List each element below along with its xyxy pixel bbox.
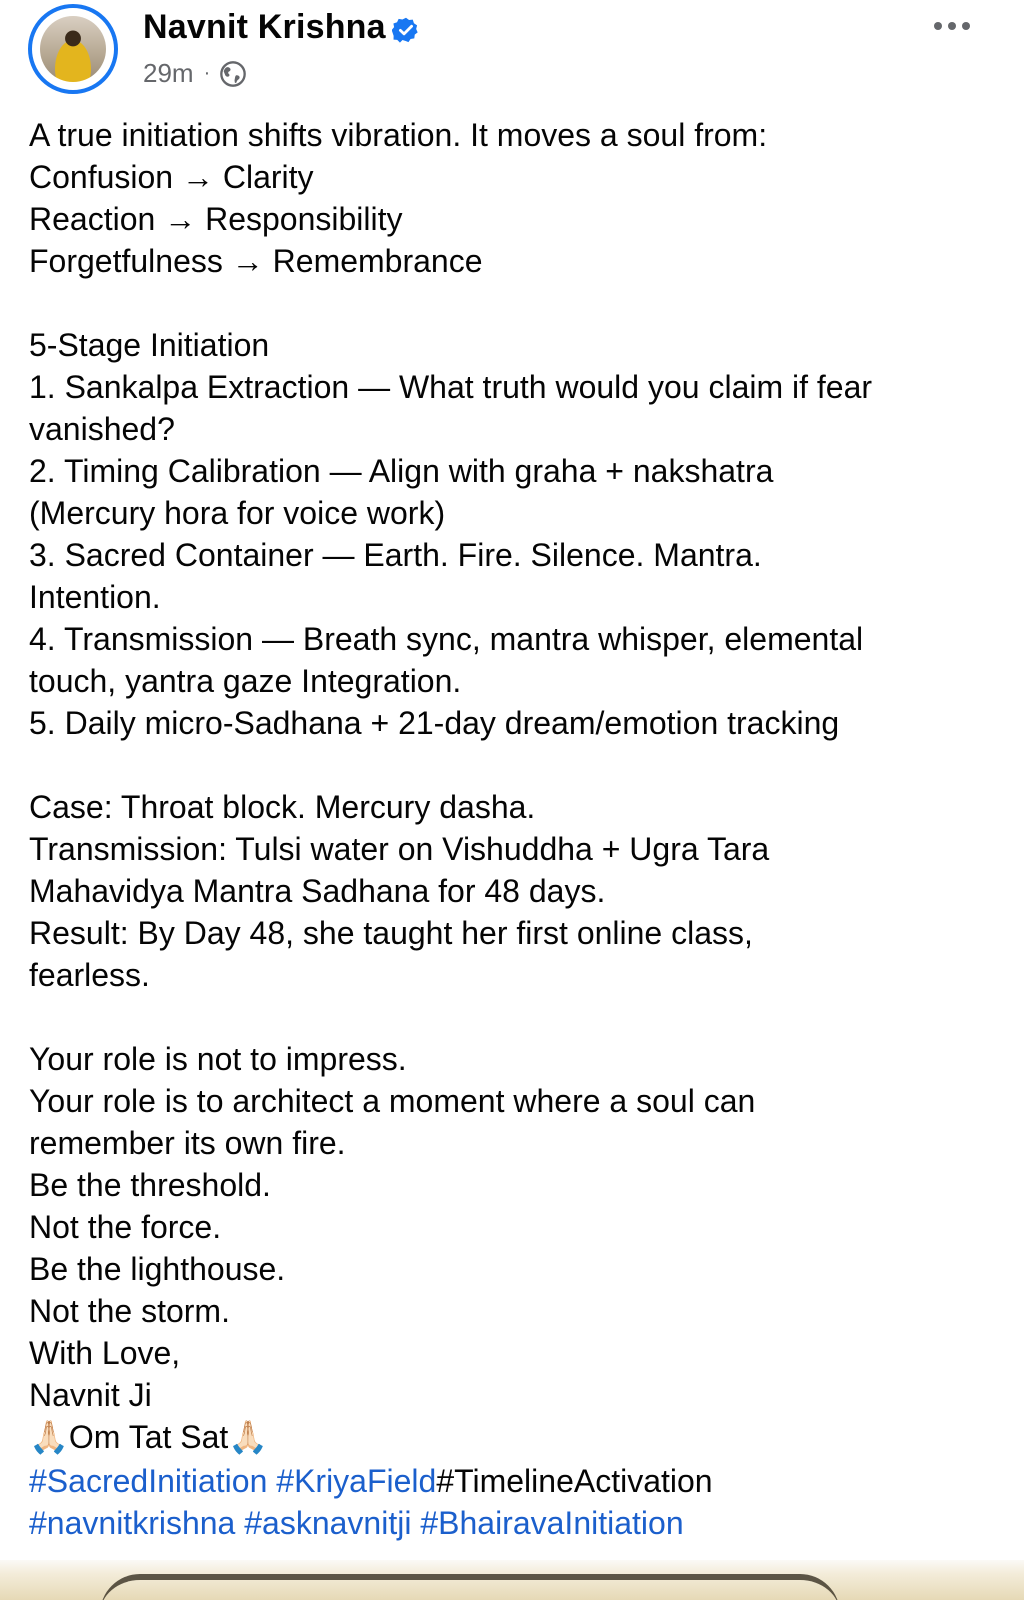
- post-text-line: Not the force.: [29, 1209, 222, 1245]
- author-name[interactable]: Navnit Krishna: [143, 8, 386, 46]
- post-text-line: Case: Throat block. Mercury dasha.: [29, 789, 536, 825]
- post-text-line: [29, 744, 1004, 786]
- post-text-line: fearless.: [29, 957, 150, 993]
- post-text-line: 2. Timing Calibration — Align with graha + nakshatra: [29, 453, 774, 489]
- hashtag-text: #TimelineActivation: [436, 1463, 713, 1499]
- post-text-line: 3. Sacred Container — Earth. Fire. Silence. Mantra.: [29, 537, 762, 573]
- post-text-line: (Mercury hora for voice work): [29, 495, 446, 531]
- post-text-line: [29, 996, 1004, 1038]
- hashtag-link[interactable]: #BhairavaInitiation: [420, 1505, 684, 1541]
- post-text-line: Be the lighthouse.: [29, 1251, 286, 1287]
- hashtag-link[interactable]: #navnitkrishna: [29, 1505, 236, 1541]
- post-text-line: touch, yantra gaze Integration.: [29, 663, 462, 699]
- hashtag-link[interactable]: #SacredInitiation: [29, 1463, 268, 1499]
- post-text-line: Your role is not to impress.: [29, 1041, 407, 1077]
- post-text-line: Not the storm.: [29, 1293, 230, 1329]
- post-text-line: 🙏🏻Om Tat Sat🙏🏻: [29, 1419, 269, 1455]
- hashtag-link[interactable]: #asknavnitji: [244, 1505, 412, 1541]
- post-text-line: 4. Transmission — Breath sync, mantra whisper, elemental: [29, 621, 864, 657]
- avatar[interactable]: [40, 16, 106, 82]
- image-preview-shape: [100, 1574, 840, 1600]
- post-text-line: With Love,: [29, 1335, 181, 1371]
- verified-badge-icon: [392, 16, 420, 44]
- post-text-line: Mahavidya Mantra Sadhana for 48 days.: [29, 873, 606, 909]
- post-text-line: 5-Stage Initiation: [29, 327, 270, 363]
- post-text-line: Navnit Ji: [29, 1377, 152, 1413]
- post-text-line: Transmission: Tulsi water on Vishuddha + Ugra Tara: [29, 831, 770, 867]
- post-text-line: Your role is to architect a moment where a soul can: [29, 1083, 756, 1119]
- post-timestamp[interactable]: 29m: [143, 58, 194, 88]
- hashtag-line: [29, 1460, 1004, 1502]
- post-body-text: [29, 114, 1004, 1458]
- post-text-line: remember its own fire.: [29, 1125, 346, 1161]
- post-meta: [143, 58, 247, 89]
- post-text-line: Intention.: [29, 579, 161, 615]
- hashtag-line: [29, 1502, 1004, 1544]
- post-text-line: Confusion → Clarity: [29, 159, 314, 195]
- post-text-line: Forgetfulness → Remembrance: [29, 243, 483, 279]
- post-text-line: A true initiation shifts vibration. It moves a soul from:: [29, 117, 768, 153]
- post-text-line: vanished?: [29, 411, 175, 447]
- globe-icon[interactable]: [219, 60, 247, 88]
- more-options-icon[interactable]: [932, 16, 972, 36]
- post-text-line: Result: By Day 48, she taught her first online class,: [29, 915, 753, 951]
- hashtags: [29, 1460, 1004, 1544]
- post-text-line: 5. Daily micro-Sadhana + 21-day dream/emotion tracking: [29, 705, 840, 741]
- profile-avatar-ring[interactable]: [28, 4, 118, 94]
- post-text-line: Be the threshold.: [29, 1167, 271, 1203]
- attached-image-preview[interactable]: [0, 1560, 1024, 1600]
- post-header: [0, 0, 1024, 110]
- hashtag-link[interactable]: #KriyaField: [276, 1463, 437, 1499]
- post-text-line: Reaction → Responsibility: [29, 201, 403, 237]
- post-text-line: 1. Sankalpa Extraction — What truth would you claim if fear: [29, 369, 873, 405]
- post-text-line: [29, 282, 1004, 324]
- meta-separator: ·: [203, 62, 211, 84]
